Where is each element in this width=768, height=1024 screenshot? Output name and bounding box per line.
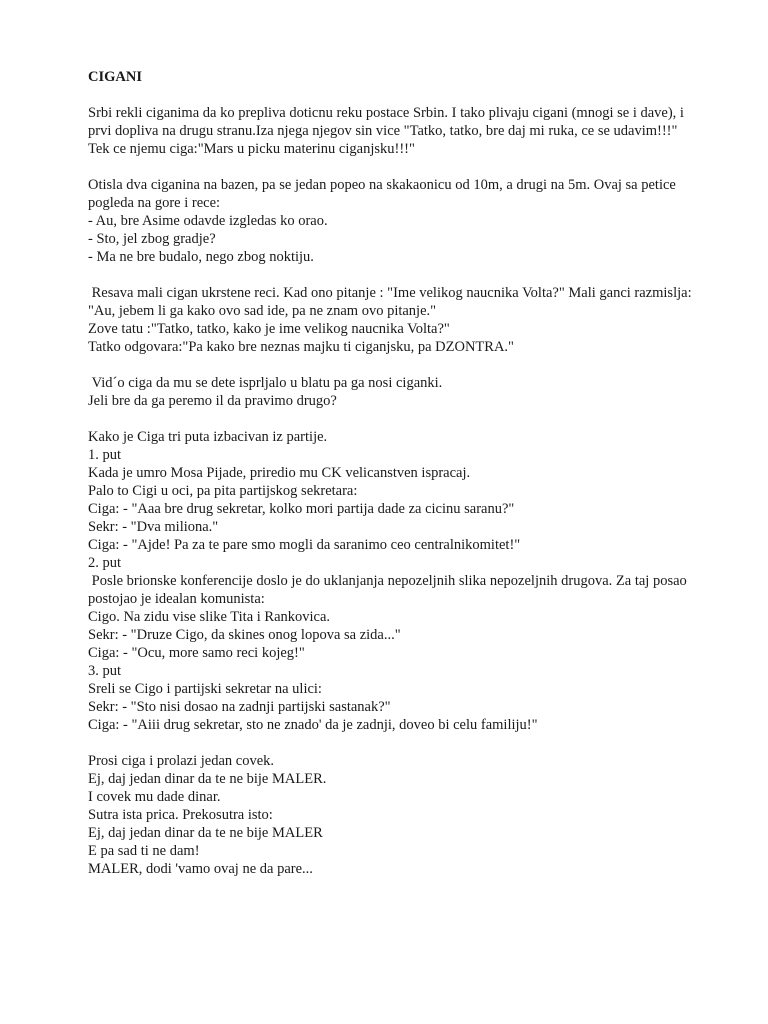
text-line: Zove tatu :"Tatko, tatko, kako je ime velikog naucnika Volta?" <box>88 321 450 337</box>
text-line: Ej, daj jedan dinar da te ne bije MALER <box>88 825 323 841</box>
text-line: Ciga: - "Ocu, more samo reci kojeg!" <box>88 645 305 661</box>
text-line: Srbi rekli ciganima da ko prepliva doticnu reku postace Srbin. I tako plivaju cigani (mnogi se i dave), i prvi dopliva na drugu stranu.Iza njega njegov sin vice "Tatko, tatko, bre daj mi ruka, ce se udavim!!!" <box>88 105 688 139</box>
text-line: - Sto, jel zbog gradje? <box>88 231 216 247</box>
text-line: Kada je umro Mosa Pijade, priredio mu CK velicanstven ispracaj. <box>88 465 471 481</box>
text-line: Sekr: - "Dva miliona." <box>88 519 219 535</box>
text-line: Posle brionske konferencije doslo je do uklanjanja nepozeljnih slika nepozeljnih drugova. Za taj posao postojao je idealan komunista: <box>88 573 691 607</box>
text-line: Vid´o ciga da mu se dete isprljalo u blatu pa ga nosi ciganki. <box>88 375 443 391</box>
text-line: - Au, bre Asime odavde izgledas ko orao. <box>88 213 328 229</box>
text-line: 3. put <box>88 663 122 679</box>
text-line: Cigo. Na zidu vise slike Tita i Rankovica. <box>88 609 331 625</box>
text-line: Ciga: - "Aiii drug sekretar, sto ne znado' da je zadnji, doveo bi celu familiju!" <box>88 717 538 733</box>
paragraph-3 <box>88 284 708 356</box>
document-title: CIGANI <box>88 69 142 85</box>
paragraph-2 <box>88 176 708 266</box>
text-line: Palo to Cigi u oci, pa pita partijskog sekretara: <box>88 483 358 499</box>
text-line: 1. put <box>88 447 122 463</box>
text-line: Ciga: - "Ajde! Pa za te pare smo mogli da saranimo ceo centralnikomitet!" <box>88 537 521 553</box>
text-line: Sekr: - "Sto nisi dosao na zadnji partijski sastanak?" <box>88 699 391 715</box>
paragraph-5 <box>88 428 708 734</box>
text-line: 2. put <box>88 555 122 571</box>
paragraph-4 <box>88 374 708 410</box>
text-line: Otisla dva ciganina na bazen, pa se jedan popeo na skakaonicu od 10m, a drugi na 5m. Ovaj sa petice pogleda na gore i rece: <box>88 177 680 211</box>
text-line: Sekr: - "Druze Cigo, da skines onog lopova sa zida..." <box>88 627 401 643</box>
text-line: Tek ce njemu ciga:"Mars u picku materinu ciganjsku!!!" <box>88 141 415 157</box>
text-line: I covek mu dade dinar. <box>88 789 221 805</box>
text-line: "Au, jebem li ga kako ovo sad ide, pa ne znam ovo pitanje." <box>88 303 437 319</box>
text-line: Ciga: - "Aaa bre drug sekretar, kolko mori partija dade za cicinu saranu?" <box>88 501 515 517</box>
text-line: Jeli bre da ga peremo il da pravimo drugo? <box>88 393 337 409</box>
text-line: Resava mali cigan ukrstene reci. Kad ono pitanje : "Ime velikog naucnika Volta?" Mali ganci razmislja: <box>88 285 692 301</box>
text-line: Prosi ciga i prolazi jedan covek. <box>88 753 275 769</box>
text-line: Tatko odgovara:"Pa kako bre neznas majku ti ciganjsku, pa DZONTRA." <box>88 339 514 355</box>
text-line: Sreli se Cigo i partijski sekretar na ulici: <box>88 681 322 697</box>
text-line: Kako je Ciga tri puta izbacivan iz partije. <box>88 429 328 445</box>
text-line: MALER, dodi 'vamo ovaj ne da pare... <box>88 861 313 877</box>
text-line: Ej, daj jedan dinar da te ne bije MALER. <box>88 771 327 787</box>
paragraph-6 <box>88 752 708 878</box>
text-line: E pa sad ti ne dam! <box>88 843 200 859</box>
text-line: - Ma ne bre budalo, nego zbog noktiju. <box>88 249 314 265</box>
text-line: Sutra ista prica. Prekosutra isto: <box>88 807 273 823</box>
paragraph-1 <box>88 104 708 158</box>
